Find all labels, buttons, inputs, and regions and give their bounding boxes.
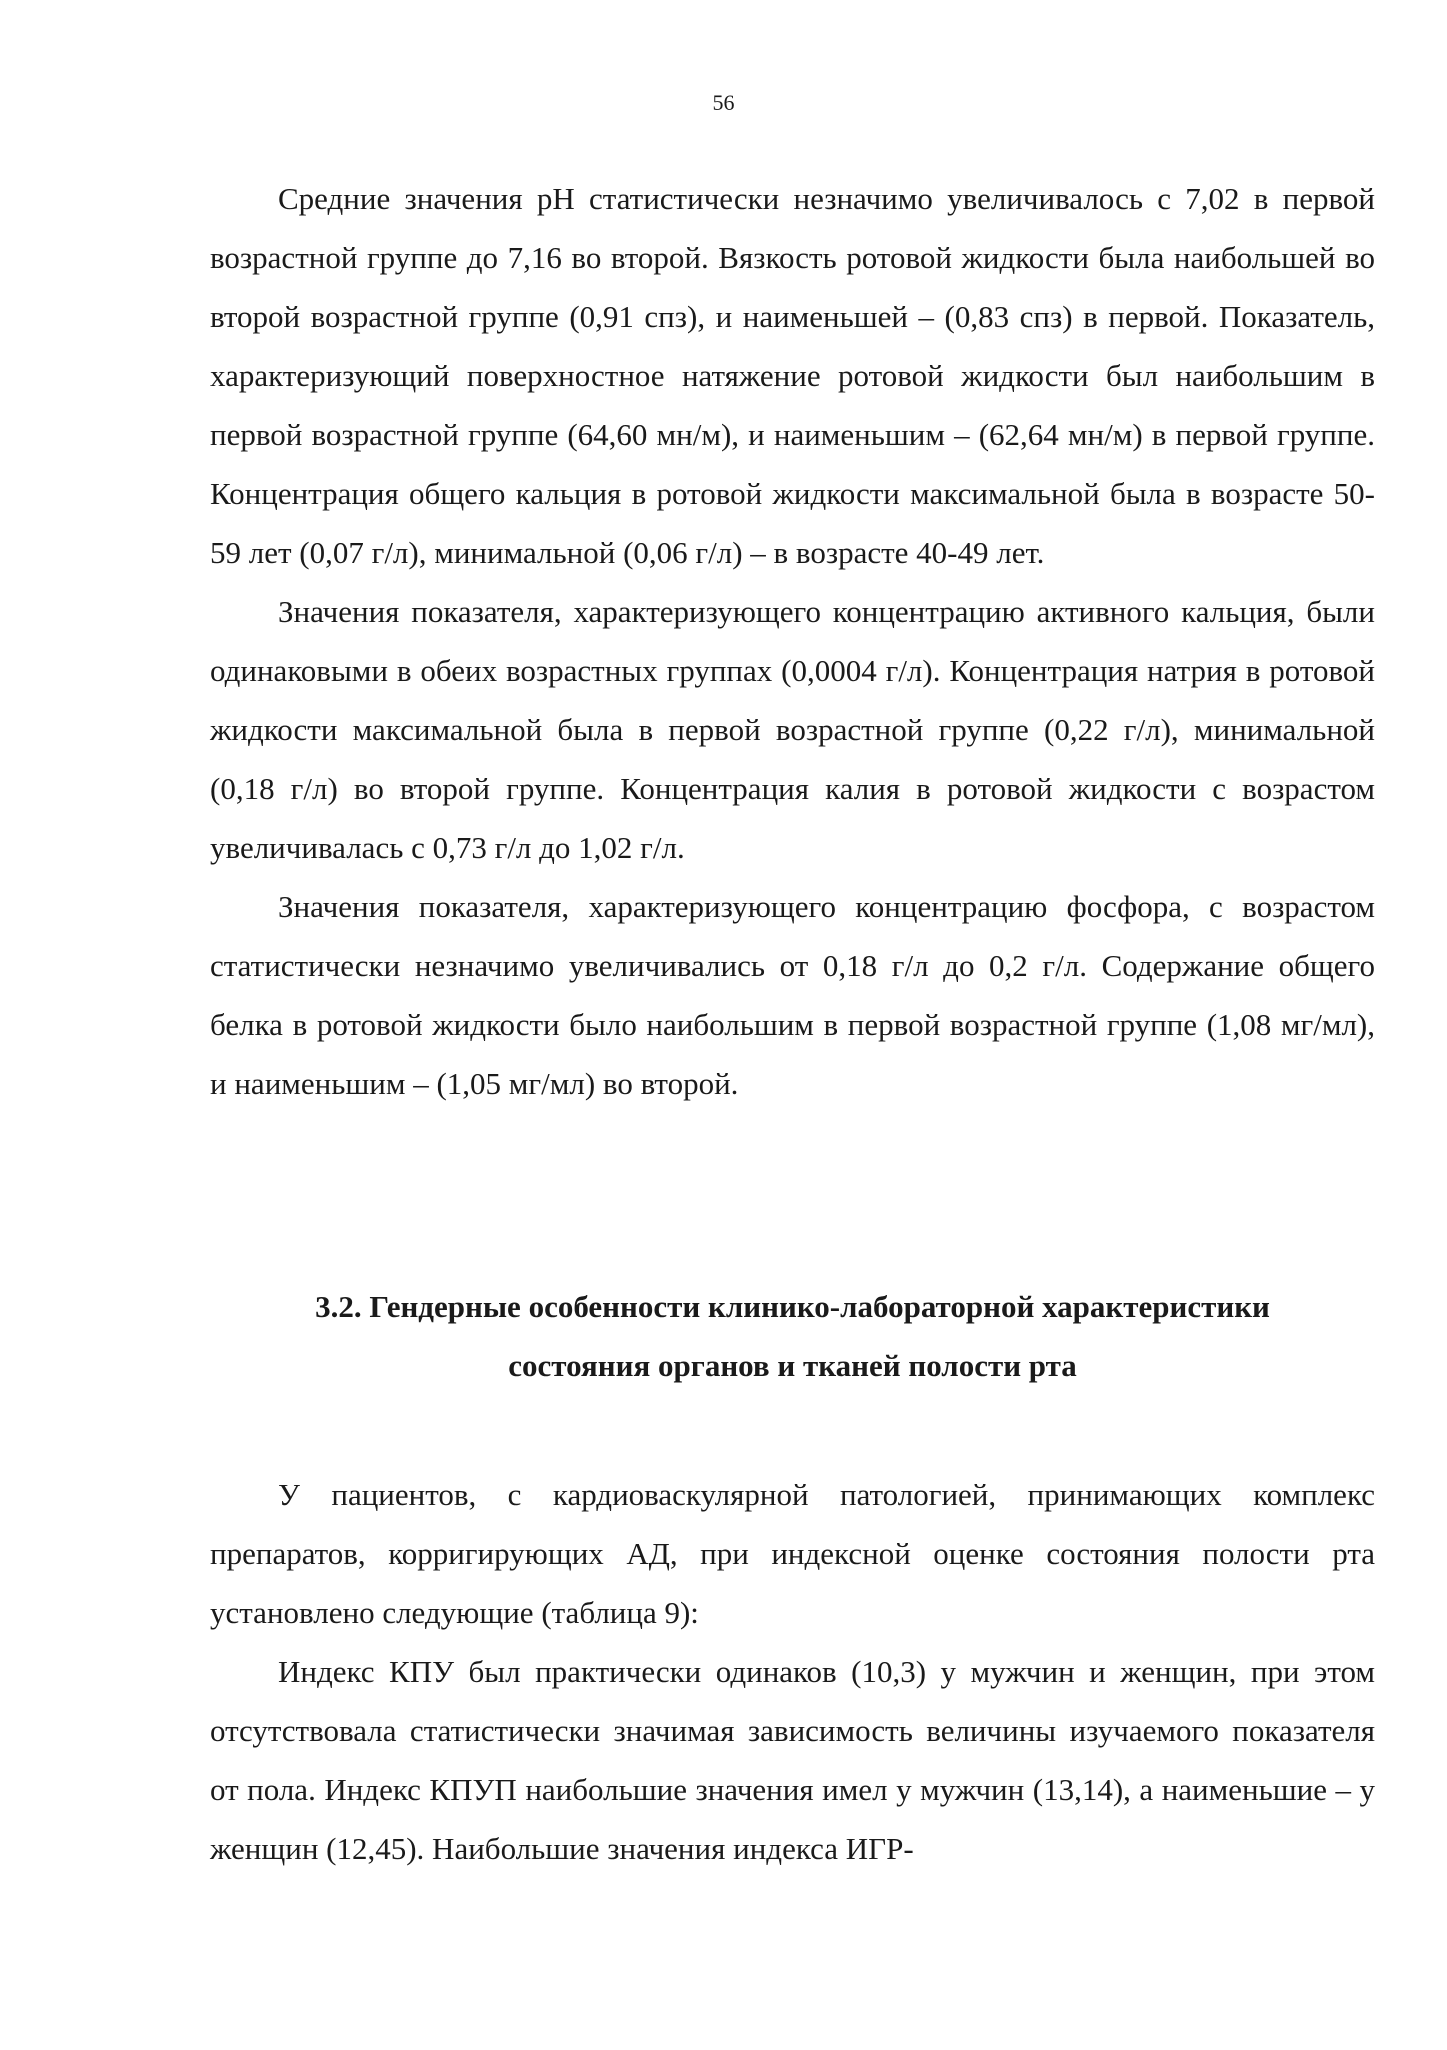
paragraph: У пациентов, с кардиоваскулярной патологией, принимающих комплекс препаратов, корригирующих АД, при индексной оценке состояния полости рта установлено следующие (таблица 9): (210, 1477, 1375, 1630)
paragraph: Средние значения рН статистически незначимо увеличивалось с 7,02 в первой возрастной группе до 7,16 во второй. Вязкость ротовой жидкости была наибольшей во второй возрастной группе (0,91 спз), и наименьшей – (0,83 спз) в первой. Показатель, характеризующий поверхностное натяжение ротовой жидкости был наибольшим в первой возрастной группе (64,60 мн/м), и наименьшим – (62,64 мн/м) в первой группе. Концентрация общего кальция в ротовой жидкости максимальной была в возрасте 50-59 лет (0,07 г/л), минимальной (0,06 г/л) – в возрасте 40-49 лет. (210, 181, 1375, 570)
section-heading (210, 1277, 1375, 1395)
section-heading-line: 3.2. Гендерные особенности клинико-лабораторной характеристики (315, 1289, 1270, 1324)
paragraph: Индекс КПУ был практически одинаков (10,3) у мужчин и женщин, при этом отсутствовала статистически значимая зависимость величины изучаемого показателя от пола. Индекс КПУП наибольшие значения имел у мужчин (13,14), а наименьшие – у женщин (12,45). Наибольшие значения индекса ИГР- (210, 1654, 1375, 1866)
paragraph: Значения показателя, характеризующего концентрацию активного кальция, были одинаковыми в обеих возрастных группах (0,0004 г/л). Концентрация натрия в ротовой жидкости максимальной была в первой возрастной группе (0,22 г/л), минимальной (0,18 г/л) во второй группе. Концентрация калия в ротовой жидкости с возрастом увеличивалась с 0,73 г/л до 1,02 г/л. (210, 594, 1375, 865)
paragraph: Значения показателя, характеризующего концентрацию фосфора, с возрастом статистически незначимо увеличивались от 0,18 г/л до 0,2 г/л. Содержание общего белка в ротовой жидкости было наибольшим в первой возрастной группе (1,08 мг/мл), и наименьшим – (1,05 мг/мл) во второй. (210, 889, 1375, 1101)
page-number: 56 (712, 90, 735, 115)
section-heading-line: состояния органов и тканей полости рта (508, 1348, 1077, 1383)
body-text-bottom (210, 1465, 1375, 1878)
body-text-top (210, 169, 1375, 1113)
